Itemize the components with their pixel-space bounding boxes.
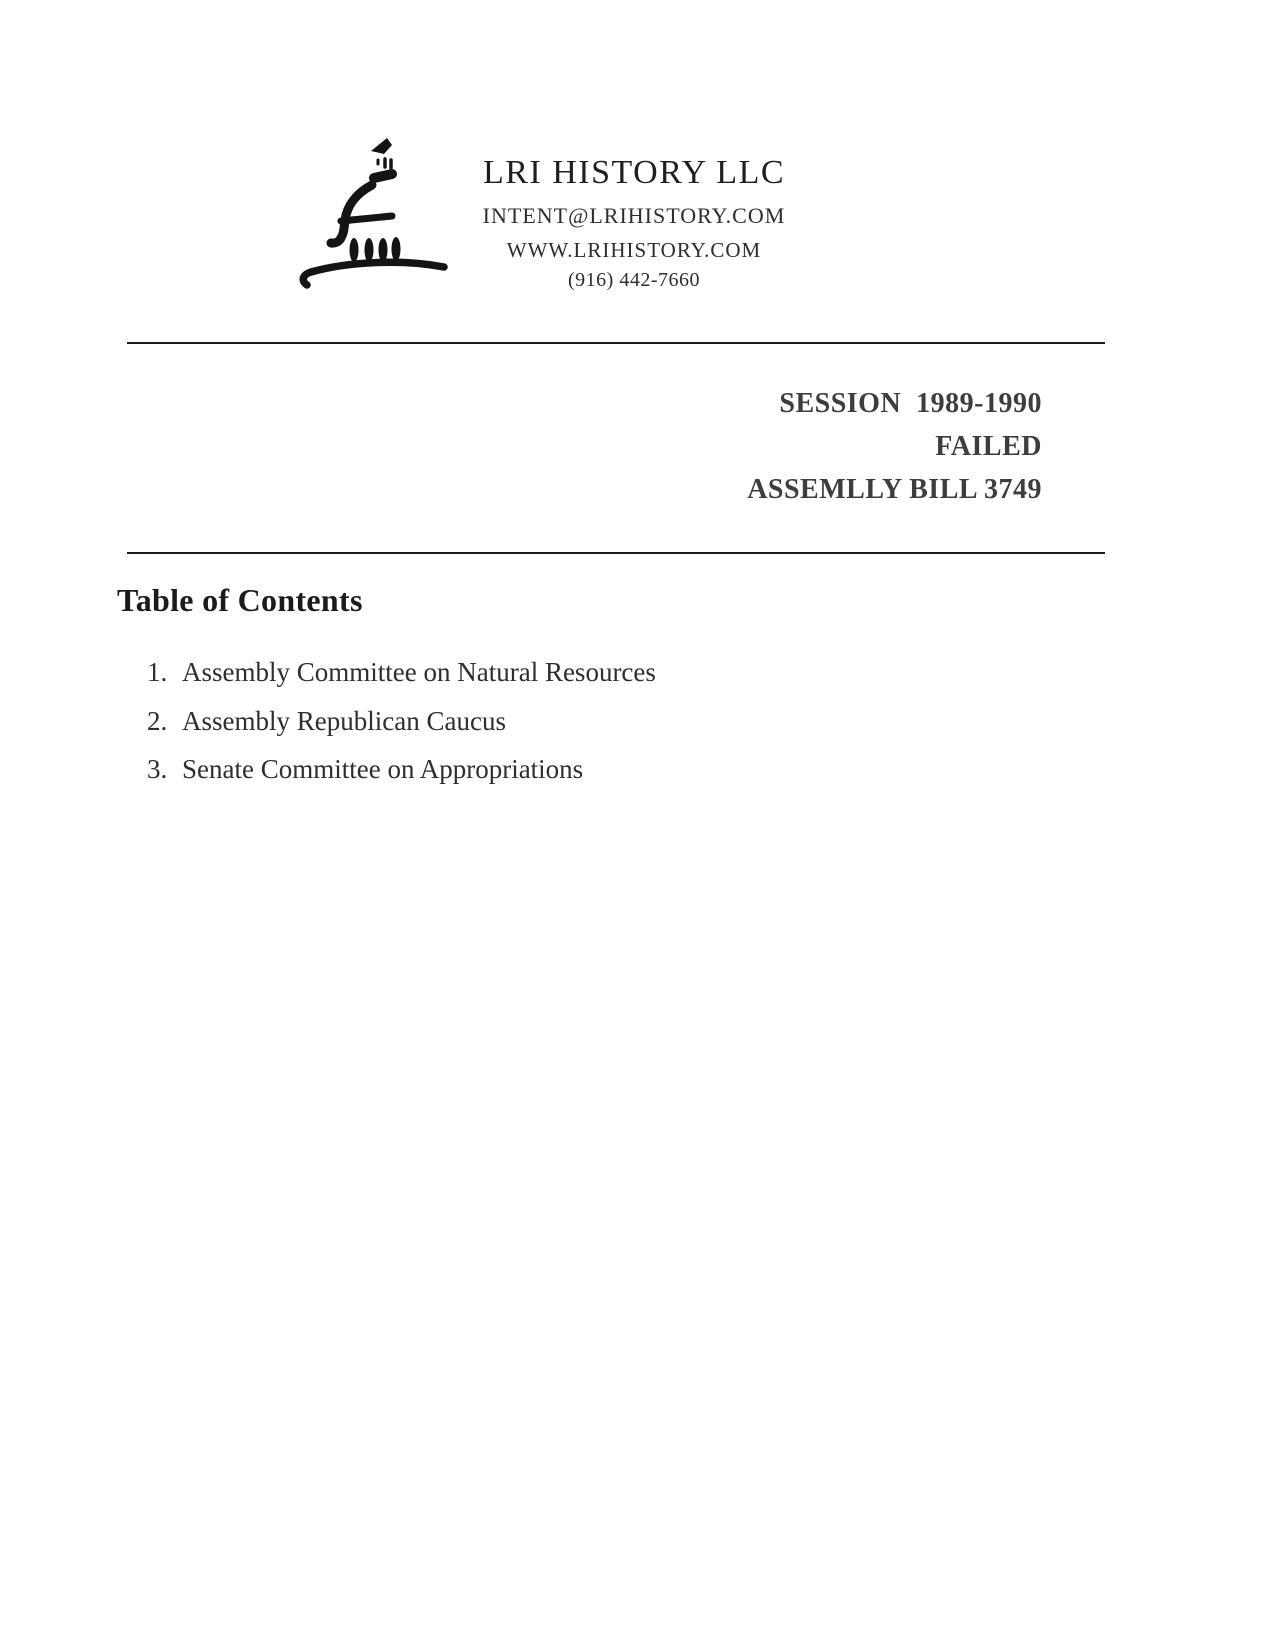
toc-entry-label: Assembly Committee on Natural Resources: [182, 657, 656, 687]
company-name: LRI HISTORY LLC: [482, 154, 786, 191]
toc-entry-label: Assembly Republican Caucus: [182, 706, 506, 736]
toc-entry-number: 1.: [147, 657, 168, 687]
toc-title: Table of Contents: [117, 582, 363, 618]
toc-entry-number: 3.: [147, 754, 168, 784]
divider-top: [127, 342, 1105, 344]
company-email: INTENT@LRIHISTORY.COM: [482, 203, 786, 228]
divider-bottom: [127, 552, 1105, 554]
bill-status: FAILED: [935, 431, 1042, 462]
company-phone: (916) 442-7660: [568, 269, 700, 291]
toc-entry-number: 2.: [147, 706, 168, 736]
toc-entry: [147, 750, 1047, 788]
toc-entry-label: Senate Committee on Appropriations: [182, 754, 584, 784]
session-info-block: [442, 382, 1042, 511]
session-years: SESSION 1989-1990: [779, 388, 1042, 419]
toc-entry: [147, 702, 1047, 740]
toc-entry: [147, 653, 1047, 691]
company-website: WWW.LRIHISTORY.COM: [506, 238, 762, 262]
bill-number: ASSEMLLY BILL 3749: [747, 474, 1042, 505]
